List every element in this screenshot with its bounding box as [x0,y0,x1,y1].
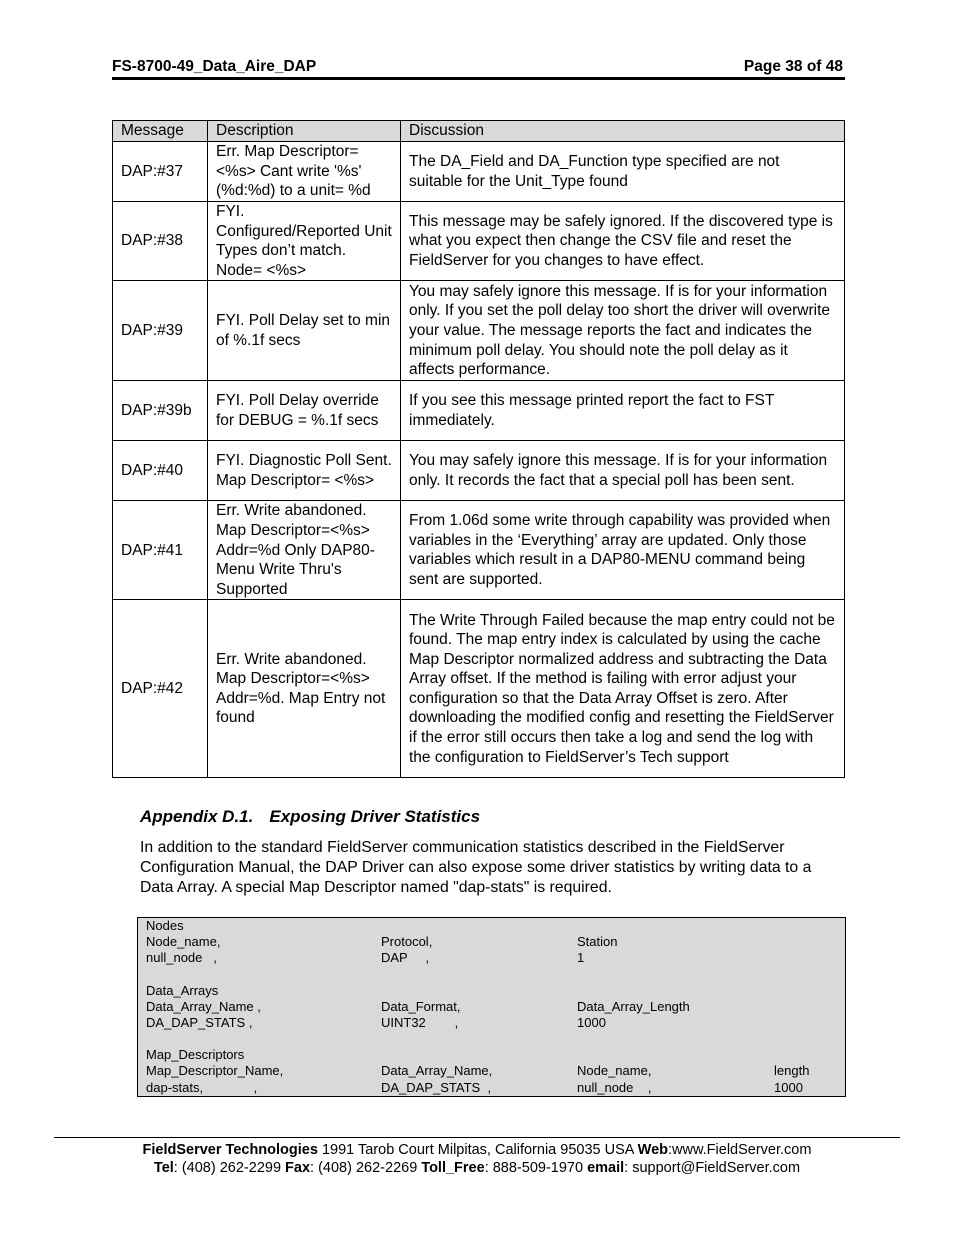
config-line [146,950,836,966]
footer-tel-label: Tel [153,1160,174,1176]
message-cell: DAP:#37 [113,142,208,202]
config-field: Data_Format, [381,999,461,1014]
config-value: DA_DAP_STATS , [381,1080,492,1095]
config-value: 1000 [577,1015,606,1030]
message-cell: DAP:#38 [113,202,208,281]
discussion-cell: The DA_Field and DA_Function type specified are not suitable for the Unit_Type found [401,142,845,202]
data-arrays-heading: Data_Arrays [146,983,219,998]
footer-fax: : (408) 262-2269 [310,1160,422,1176]
config-line [146,1047,836,1063]
config-field: Data_Array_Length [577,999,690,1014]
config-value: dap-stats, , [146,1080,258,1095]
discussion-cell: If you see this message printed report the fact to FST immediately. [401,381,845,441]
config-value: null_node , [146,950,217,965]
config-field: length [774,1063,810,1078]
footer-toll: : 888-509-1970 [484,1160,588,1176]
config-field: Data_Array_Name , [146,999,261,1014]
footer-web: :www.FieldServer.com [668,1142,812,1158]
message-cell: DAP:#40 [113,441,208,501]
config-value: DA_DAP_STATS , [146,1015,253,1030]
config-value: 1000 [774,1080,803,1095]
header-rule [112,77,845,80]
column-header-description: Description [208,121,401,142]
message-cell: DAP:#41 [113,501,208,600]
description-cell: Err. Write abandoned. Map Descriptor=<%s> Addr=%d. Map Entry not found [208,600,401,778]
discussion-cell: This message may be safely ignored. If the discovered type is what you expect then change the CSV file and reset the FieldServer for you changes to have effect. [401,202,845,281]
message-cell: DAP:#39 [113,281,208,381]
message-cell: DAP:#39b [113,381,208,441]
config-value: 1 [577,950,585,965]
discussion-cell: You may safely ignore this message. If is for your information only. If you set the poll delay too short the driver will overwrite your value. The message reports the fact and indicates the minimum poll delay. You should note the poll delay as it affects performance. [401,281,845,381]
footer-tel: : (408) 262-2299 [173,1160,286,1176]
discussion-cell: From 1.06d some write through capability was provided when variables in the ‘Everything’ array are updated. Only those variables which result in a DAP80-MENU command being sent are supported. [401,501,845,600]
footer-address: 1991 Tarob Court Milpitas, California 95035 USA [317,1142,638,1158]
footer-line-2 [54,1160,900,1176]
footer-company: FieldServer Technologies [142,1142,318,1158]
config-line [146,983,836,999]
config-line [146,1080,836,1096]
config-field: Data_Array_Name, [381,1063,493,1078]
error-message-table [112,120,845,778]
footer-fax-label: Fax [285,1160,311,1176]
column-header-discussion: Discussion [401,121,845,142]
page-header [112,58,843,78]
document-id: FS-8700-49_Data_Aire_DAP [112,58,317,75]
table-row [113,600,845,778]
footer-web-label: Web [637,1142,669,1158]
description-cell: FYI. Poll Delay override for DEBUG = %.1f secs [208,381,401,441]
footer-toll-label: Toll_Free [421,1160,485,1176]
config-field: Node_name, [577,1063,652,1078]
table-row [113,202,845,281]
config-value: DAP , [381,950,430,965]
message-cell: DAP:#42 [113,600,208,778]
nodes-heading: Nodes [146,918,184,933]
footer-rule [54,1137,900,1138]
config-value: null_node , [577,1080,652,1095]
config-line [146,1015,836,1031]
intro-paragraph: In addition to the standard FieldServer communication statistics described in the FieldServer Configuration Manual, the DAP Driver can also expose some driver statistics by writing data to a Data Array. A special Map Descriptor named "dap-stats" is required. [140,839,812,896]
table-header-row [113,121,845,142]
footer-email: : support@FieldServer.com [624,1160,801,1176]
config-field: Station [577,934,618,949]
config-field: Protocol, [381,934,433,949]
column-header-message: Message [113,121,208,142]
description-cell: FYI. Configured/Reported Unit Types don’t match. Node= <%s> [208,202,401,281]
config-line [146,918,836,934]
table-row [113,441,845,501]
footer-email-label: email [587,1160,625,1176]
appendix-heading [140,807,480,827]
config-field: Map_Descriptor_Name, [146,1063,284,1078]
table-row [113,381,845,441]
table-row [113,501,845,600]
page-number: Page 38 of 48 [743,58,843,75]
discussion-cell: The Write Through Failed because the map entry could not be found. The map entry index is calculated by using the cache Map Descriptor normalized address and subtracting the Data Array offset. If the method is failing with error adjust your configuration so that the Data Array Offset is zero. After downloading the modified config and resetting the FieldServer if the error still occurs then take a log and send the log with the configuration to FieldServer’s Tech support [401,600,845,778]
description-cell: Err. Write abandoned. Map Descriptor=<%s> Addr=%d Only DAP80-Menu Write Thru's Supported [208,501,401,600]
config-value: UINT32 , [381,1015,459,1030]
footer-line-1 [54,1142,900,1158]
appendix-number: Appendix D.1. [140,807,254,826]
table-row [113,142,845,202]
description-cell: FYI. Diagnostic Poll Sent. Map Descriptor= <%s> [208,441,401,501]
map-descriptors-heading: Map_Descriptors [146,1047,245,1062]
table-row [113,281,845,381]
description-cell: FYI. Poll Delay set to min of %.1f secs [208,281,401,381]
appendix-title: Exposing Driver Statistics [269,807,481,826]
config-line [146,934,836,950]
config-field: Node_name, [146,934,221,949]
config-line [146,999,836,1015]
description-cell: Err. Map Descriptor= <%s> Cant write '%s' (%d:%d) to a unit= %d [208,142,401,202]
discussion-cell: You may safely ignore this message. If is for your information only. It records the fact that a special poll has been sent. [401,441,845,501]
config-line [146,1063,836,1079]
config-example-box [137,917,846,1097]
